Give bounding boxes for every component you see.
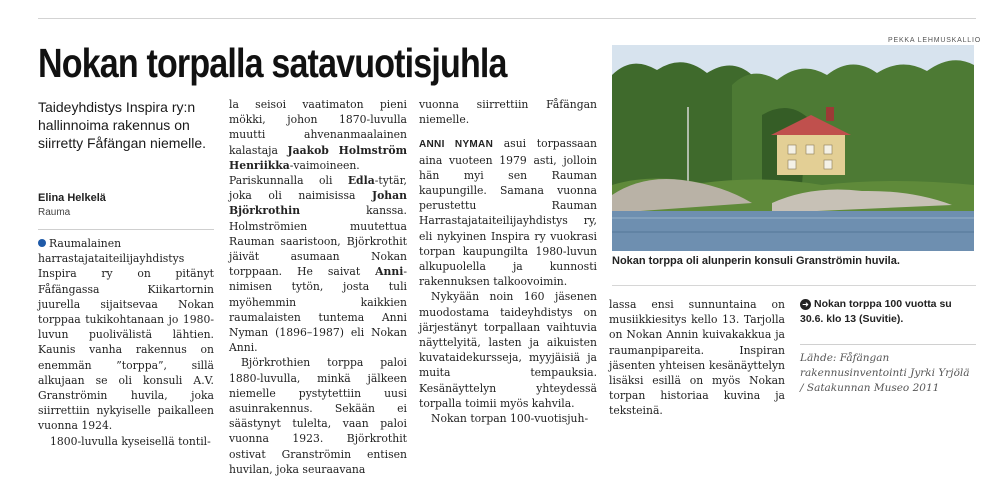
top-rule	[38, 18, 976, 19]
photo-window	[788, 160, 796, 169]
subhead-lead: ANNI NYMAN	[419, 139, 494, 151]
paragraph: Nokan torpan 100-vuotisjuh-	[431, 412, 589, 426]
photo-window	[788, 145, 796, 154]
arrow-right-icon: ➜	[800, 299, 811, 310]
author-name: Elina Helkelä	[38, 192, 106, 204]
paragraph: Björkrothien torppa paloi 1880-luvulla, minkä jälkeen niemelle pystytettiin uusi asuinrakennus. Sekään ei säästynyt tulelta, vaan paloi vuonna 1923. Björkrothit ostivat Granströmin entisen huvilan, joka seuraavana	[229, 356, 407, 476]
photo-water-ripple	[612, 217, 974, 219]
author-place: Rauma	[38, 207, 71, 218]
paragraph	[38, 236, 214, 434]
photo-chimney	[826, 107, 834, 121]
ingress: Taideyhdistys Inspira ry:n hallinnoima rakennus on siirretty Fåfängan niemelle.	[38, 99, 207, 151]
person-name: Jaakob Holmström Henriikka	[229, 143, 407, 172]
paragraph: Nykyään noin 160 jäsenen muodostama taideyhdistys on järjestänyt torpallaan vaihtuvia näyttelyitä, lasten ja aikuisten kuvataidekursseja, myyjäisiä ja muita tempauksia. Kesänäyttelyn yhteydessä torpalla toimii myös kahvila.	[419, 290, 597, 410]
paragraph: la seisoi vaatimaton pieni mökki, johon 1870-luvulla muutti ahvenanmaalainen kalastaja Jaakob Holmström Henriikka-vaimoineen. Pariskunnalla oli Edla-tytär, joka oli naimisissa Johan Björkrothin kanssa. Holmströmien muutettua Rauman saaristoon, Björkrothit jäivät asumaan Nokan torppaan. He saivat Anni-nimisen tytön, josta tuli myöhemmin kaikkien raumalaisten tuntema Anni Nyman (1896–1987) eli Nokan Anni.	[229, 98, 407, 355]
article-photo	[612, 45, 974, 251]
paragraph-text: Raumalainen harrastajataiteilijayhdistys Inspira ry on pitänyt Fåfängassa Kiikartornin juurella sijaitsevaa Nokan torppaa tukikohtanaan jo 1980-luvun puolivälistä lähtien. Kaunis vanha rakennus on enemmän ”torppa”, sillä alkujaan se oli konsuli A.V. Granströmin huvila, joka siirrettiin nykyiselle paikalleen vuonna 1924.	[38, 237, 214, 433]
text-column-4	[609, 297, 785, 419]
event-info	[800, 297, 976, 327]
paragraph: 1800-luvulla kyseisellä tontil-	[50, 434, 211, 448]
photo-credit: PEKKA LEHMUSKALLIO	[888, 37, 981, 44]
event-info-text: Nokan torppa 100 vuotta su 30.6. klo 13 (Suvitie).	[800, 298, 952, 325]
text-column-3	[419, 97, 597, 426]
bullet-icon	[38, 239, 46, 247]
text-column-1	[38, 236, 214, 449]
info-divider	[800, 344, 976, 345]
photo-window	[806, 145, 814, 154]
text-column-2	[229, 97, 407, 477]
photo-water-ripple	[612, 231, 974, 233]
photo-window	[824, 145, 832, 154]
photo-caption: Nokan torppa oli alunperin konsuli Granströmin huvila.	[612, 255, 900, 267]
headline: Nokan torpalla satavuotisjuhla	[38, 40, 507, 86]
person-name: Edla	[347, 174, 375, 188]
paragraph: vuonna siirrettiin Fåfängan niemelle.	[419, 98, 597, 127]
person-name: Johan Björkrothin	[229, 189, 407, 218]
photo-window	[824, 160, 832, 169]
source-note: Lähde: Fåfängan rakennusinventointi Jyrki Yrjölä / Satakunnan Museo 2011	[800, 352, 970, 394]
byline-divider	[38, 229, 214, 230]
person-name: Anni	[375, 265, 404, 279]
caption-divider	[612, 285, 976, 286]
paragraph: lassa ensi sunnuntaina on musiikkiesitys kello 13. Tarjolla on Nokan Annin kuivakakkua ja raumanpipareita. Inspiran jäsenten yhteisen kesänäyttelyn lisäksi esillä on myös Nokan torpan historiaa kuvina ja teksteinä.	[609, 298, 785, 418]
paragraph: ANNI NYMAN asui torpassaan aina vuoteen 1979 asti, jolloin hän myi sen Rauman kaupungille. Samana vuonna perustettu Rauman Harrastajataiteilijayhdistys ry, eli nykyinen Inspira ry vuokrasi torpan kaupungilta 1980-luvun alkupuolella ja kunnosti rakennuksen talkoovoimin.	[419, 137, 597, 289]
